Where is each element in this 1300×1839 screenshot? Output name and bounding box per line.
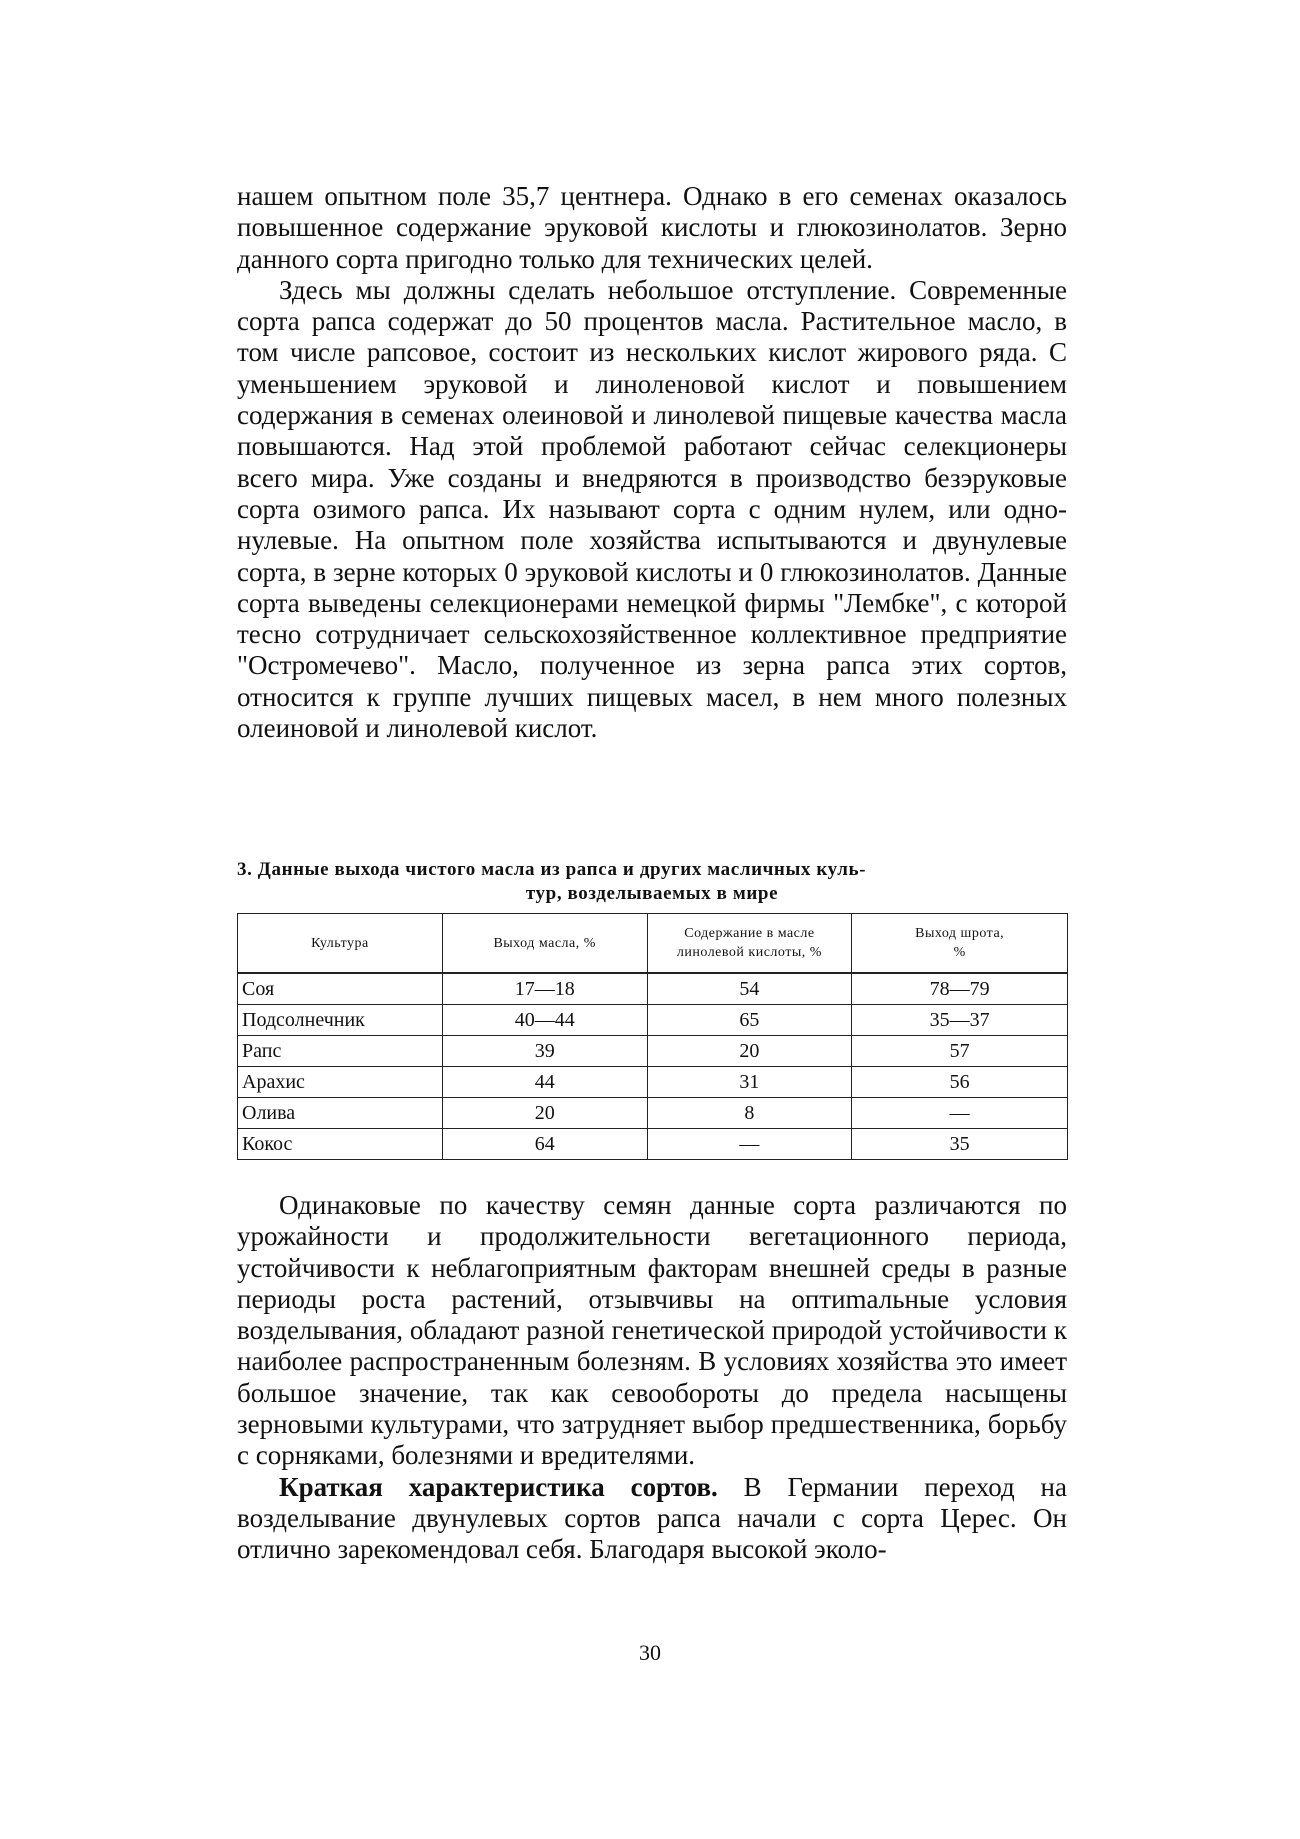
table-row: [238, 1067, 1068, 1098]
header-crop: Культура: [238, 914, 443, 974]
cell-oil: 17—18: [442, 973, 647, 1005]
cell-crop: Олива: [238, 1098, 443, 1129]
cell-meal: 57: [852, 1036, 1068, 1067]
paragraph: [237, 1472, 1067, 1566]
oil-yield-table: [237, 913, 1068, 1160]
cell-linoleic: 20: [647, 1036, 852, 1067]
paragraph: Здесь мы должны сделать небольшое отступление. Современные сорта рапса содержат до 50 процентов масла. Растительное масло, в том числе рапсовое, состоит из нескольких кислот жирового ряда. С уменьшением эруковой и линоленовой кислот и повышением содержания в семенах олеиновой и линолевой пищевые качества масла повышаются. Над этой проблемой работают сейчас селекционеры всего мира. Уже созданы и внедряются в производство безэруковые сорта озимого рапса. Их называют сорта с одним нулем, или однонулевые. На опытном поле хозяйства испытываются и двунулевые сорта, в зерне которых 0 эруковой кислоты и 0 глюкозинолатов. Данные сорта выведены селекционерами немецкой фирмы "Лембке", с которой тесно сотрудничает сельскохозяйственное коллективное предприятие "Остромечево". Масло, полученное из зерна рапса этих сортов, относится к группе лучших пищевых масел, в нем много полезных олеиновой и линолевой кислот.: [237, 274, 1067, 744]
paragraph: Одинаковые по качеству семян данные сорта различаются по урожайности и продолжительности вегетационного периода, устойчивости к неблагоприятным факторам внешней среды в разные периоды роста растений, отзывчивы на оптиmальные условия возделывания, обладают разной генетической природой устойчивости к наиболее распространенным болезням. В условиях хозяйства это имеет большое значение, так как севообороты до предела насыщены зерновыми культурами, что затрудняет выбор предшественника, борьбу с сорняками, болезнями и вредителями.: [237, 1190, 1067, 1471]
table-row: [238, 1098, 1068, 1129]
header-meal-yield: Выход шрота, %: [852, 914, 1068, 974]
cell-linoleic: 31: [647, 1067, 852, 1098]
cell-linoleic: —: [647, 1129, 852, 1160]
header-oil-yield: Выход масла, %: [442, 914, 647, 974]
cell-meal: 35: [852, 1129, 1068, 1160]
cell-crop: Кокос: [238, 1129, 443, 1160]
cell-linoleic: 65: [647, 1005, 852, 1036]
cell-crop: Подсолнечник: [238, 1005, 443, 1036]
cell-oil: 64: [442, 1129, 647, 1160]
table-row: [238, 1036, 1068, 1067]
cell-oil: 40—44: [442, 1005, 647, 1036]
table-caption-line-1: 3. Данные выхода чистого масла из рапса и других масличных куль-: [237, 859, 867, 880]
body-text-bottom: [237, 1190, 1067, 1566]
cell-oil: 20: [442, 1098, 647, 1129]
cell-meal: 56: [852, 1067, 1068, 1098]
table-caption: [237, 858, 1067, 906]
table-row: [238, 973, 1068, 1005]
page-number: 30: [639, 1640, 661, 1665]
section-heading: Краткая характеристика сортов.: [279, 1471, 718, 1502]
cell-crop: Арахис: [238, 1067, 443, 1098]
header-linoleic: Содержание в масле линолевой кислоты, %: [647, 914, 852, 974]
table-row: [238, 1129, 1068, 1160]
cell-crop: Рапс: [238, 1036, 443, 1067]
cell-oil: 39: [442, 1036, 647, 1067]
cell-linoleic: 54: [647, 973, 852, 1005]
cell-linoleic: 8: [647, 1098, 852, 1129]
table-row: [238, 1005, 1068, 1036]
body-text-top: [237, 181, 1067, 744]
cell-meal: 78—79: [852, 973, 1068, 1005]
table-caption-line-2: тур, возделываемых в мире: [525, 883, 779, 904]
cell-meal: 35—37: [852, 1005, 1068, 1036]
cell-crop: Соя: [238, 973, 443, 1005]
table-header-row: [238, 914, 1068, 974]
paragraph-text: В Германии переход на возделывание двунулевых сортов рапса начали с сорта Церес. Он отлично зарекомендовал себя. Благодаря высокой эколо-: [237, 1471, 1067, 1565]
cell-meal: —: [852, 1098, 1068, 1129]
paragraph: нашем опытном поле 35,7 центнера. Однако в его семенах оказалось повышенное содержание эруковой кислоты и глюкозинолатов. Зерно данного сорта пригодно только для технических целей.: [237, 181, 1067, 274]
cell-oil: 44: [442, 1067, 647, 1098]
